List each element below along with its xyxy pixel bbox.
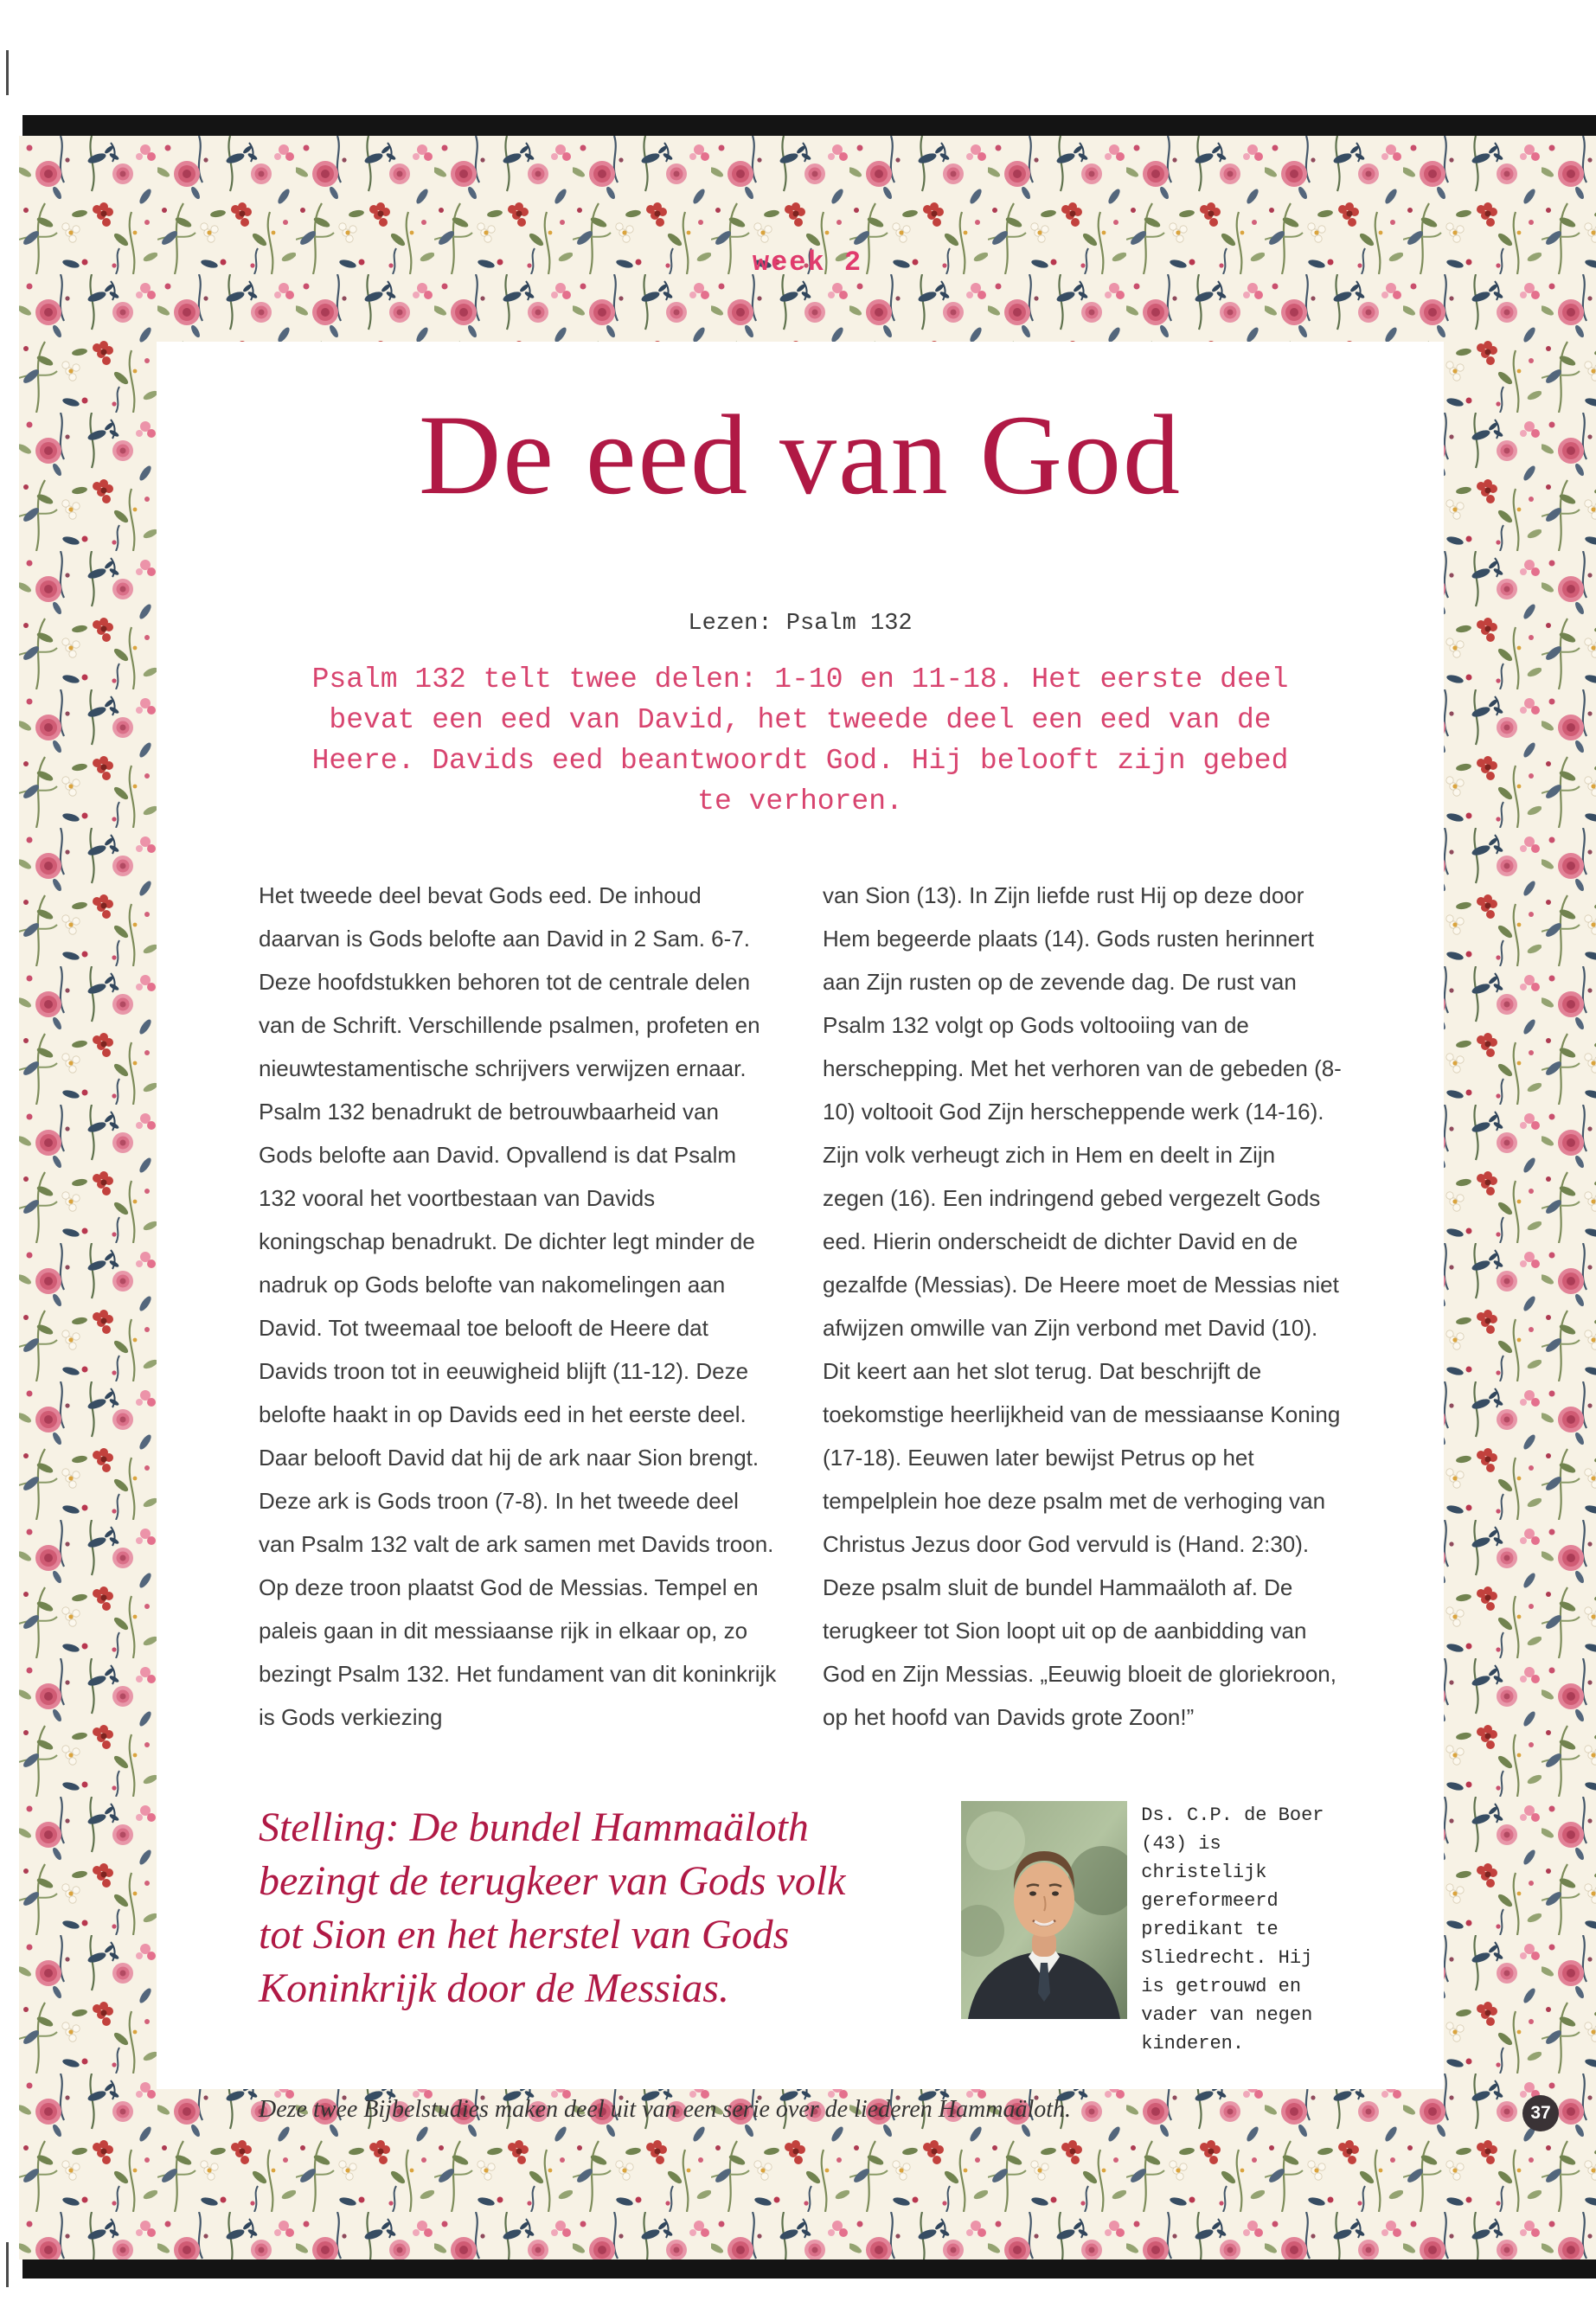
author-caption: Ds. C.P. de Boer (43) is christelijk gereformeerd predikant te Sliedrecht. Hij is getrouwd en vader van negen kinderen. <box>1141 1804 1324 2054</box>
reading-reference: Lezen: Psalm 132 <box>688 610 913 637</box>
author-photo <box>961 1801 1127 2019</box>
page-number-text: 37 <box>1530 2103 1551 2123</box>
intro-paragraph: Psalm 132 telt twee delen: 1-10 en 11-18. Het eerste deel bevat een eed van David, het tweede deel een eed van de Heere. Davids eed beantwoordt God. Hij belooft zijn gebed te verhoren. <box>311 663 1289 817</box>
thesis-text: Stelling: De bundel Hammaäloth bezingt de terugkeer van Gods volk tot Sion en het herstel van Gods Koninkrijk door de Messias. <box>259 1804 846 2011</box>
bottom-rule <box>22 2259 1596 2279</box>
top-rule <box>22 115 1596 136</box>
body-column-left: Het tweede deel bevat Gods eed. De inhoud daarvan is Gods belofte aan David in 2 Sam. 6-7. Deze hoofdstukken behoren tot de centrale delen van de Schrift. Verschillende psalmen, profeten en nieuwtestamentische schrijvers verwijzen ernaar. Psalm 132 benadrukt de betrouwbaarheid van Gods belofte aan David. Opvallend is dat Psalm 132 vooral het voortbestaan van Davids koningschap benadrukt. De dichter legt minder de nadruk op Gods belofte van nakomelingen aan David. Tot tweemaal toe belooft de Heere dat Davids troon tot in eeuwigheid blijft (11-12). Deze belofte haakt in op Davids eed in het eerste deel. Daar belooft David dat hij de ark naar Sion brengt. Deze ark is Gods troon (7-8). In het tweede deel van Psalm 132 valt de ark samen met Davids troon. Op deze troon plaatst God de Messias. Tempel en paleis gaan in dit messiaanse rijk in elkaar op, zo bezingt Psalm 132. Het fundament van dit koninkrijk is Gods verkiezing <box>259 881 777 1730</box>
article-panel <box>157 342 1444 2123</box>
series-note: Deze twee Bijbelstudies maken deel uit van een serie over de liederen Hammaäloth. <box>259 2095 1072 2123</box>
floral-border-region <box>19 136 1596 2259</box>
article-title: De eed van God <box>418 391 1182 518</box>
crop-mark-bottom-left <box>6 2242 9 2287</box>
week-label: week 2 <box>752 247 863 279</box>
body-column-right: van Sion (13). In Zijn liefde rust Hij op deze door Hem begeerde plaats (14). Gods rusten herinnert aan Zijn rusten op de zevende dag. De rust van Psalm 132 volgt op Gods voltooiing van de herschepping. Met het verhoren van de gebeden (8-10) voltooit God Zijn herscheppende werk (14-16). Zijn volk verheugt zich in Hem en deelt in Zijn zegen (16). Een indringend gebed vergezelt Gods eed. Hierin onderscheidt de dichter David en de gezalfde (Messias). De Heere moet de Messias niet afwijzen omwille van Zijn verbond met David (10). Dit keert aan het slot terug. Dat beschrijft de toekomstige heerlijkheid van de messiaanse Koning (17-18). Eeuwen later bewijst Petrus op het tempelplein hoe deze psalm met de verhoging van Christus Jezus door God vervuld is (Hand. 2:30). Deze psalm sluit de bundel Hammaäloth af. De terugkeer tot Sion loopt uit op de aanbidding van God en Zijn Messias. „Eeuwig bloeit de gloriekroon, op het hoofd van Davids grote Zoon!” <box>823 881 1342 1730</box>
bottom-section <box>259 1801 1342 2058</box>
body-columns <box>259 874 1342 1739</box>
page-number-badge <box>1522 2095 1559 2131</box>
crop-mark-top-left <box>6 50 9 95</box>
